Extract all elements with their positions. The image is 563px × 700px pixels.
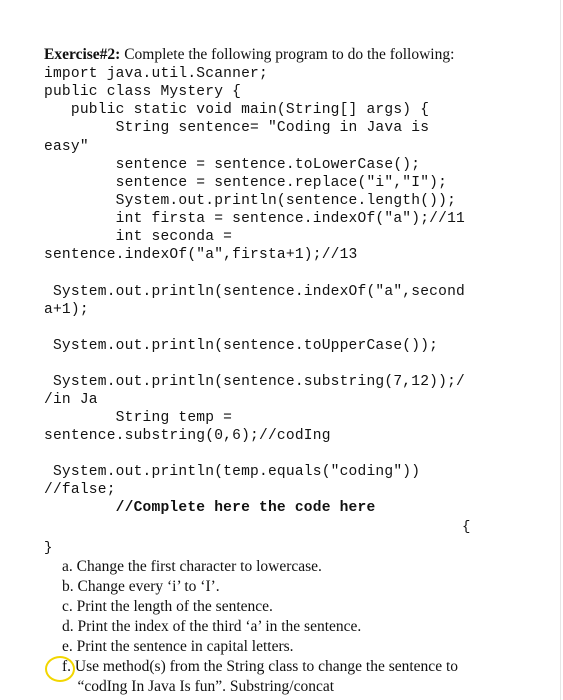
code-line: public class Mystery {	[44, 84, 242, 100]
code-line: System.out.println(sentence.substring(7,12));/	[44, 374, 466, 390]
code-line: int firsta = sentence.indexOf("a");//11	[44, 211, 466, 227]
code-line: String sentence= "Coding in Java is	[44, 120, 430, 136]
exercise-instruction: Complete the following program to do the following:	[120, 46, 455, 63]
code-line: sentence = sentence.toLowerCase();	[44, 157, 421, 173]
highlight-circle	[45, 656, 75, 682]
code-line: sentence.indexOf("a",firsta+1);//13	[44, 247, 358, 263]
code-line: import java.util.Scanner;	[44, 66, 268, 82]
code-line: sentence.substring(0,6);//codIng	[44, 428, 331, 444]
code-line: easy"	[44, 139, 89, 155]
task-c: c. Print the length of the sentence.	[62, 598, 273, 615]
code-comment-complete: //Complete here the code here	[44, 500, 376, 516]
page-edge-divider	[560, 0, 561, 700]
code-line: //false;	[44, 482, 116, 498]
code-line: System.out.println(sentence.indexOf("a",second	[44, 284, 466, 300]
code-line: int seconda =	[44, 229, 233, 245]
code-close-brace: }	[44, 540, 53, 556]
code-line: a+1);	[44, 302, 89, 318]
code-line: System.out.println(temp.equals("coding"))	[44, 464, 421, 480]
code-line: public static void main(String[] args) {	[44, 102, 430, 118]
exercise-title	[44, 46, 454, 64]
task-e: e. Print the sentence in capital letters.	[62, 638, 294, 655]
task-b: b. Change every ‘i’ to ‘I’.	[62, 578, 220, 595]
code-open-brace: {	[462, 519, 471, 535]
code-line: sentence = sentence.replace("i","I");	[44, 175, 448, 191]
code-line: System.out.println(sentence.length());	[44, 193, 457, 209]
exercise-number: Exercise#2:	[44, 46, 121, 63]
task-f-continuation: “codIng In Java Is fun”. Substring/concat	[62, 678, 335, 695]
code-line: String temp =	[44, 410, 233, 426]
code-line: System.out.println(sentence.toUpperCase());	[44, 338, 439, 354]
task-d: d. Print the index of the third ‘a’ in the sentence.	[62, 618, 362, 635]
task-f: f. Use method(s) from the String class to change the sentence to	[62, 658, 458, 675]
task-a: a. Change the first character to lowercase.	[62, 558, 322, 575]
code-line: /in Ja	[44, 392, 98, 408]
